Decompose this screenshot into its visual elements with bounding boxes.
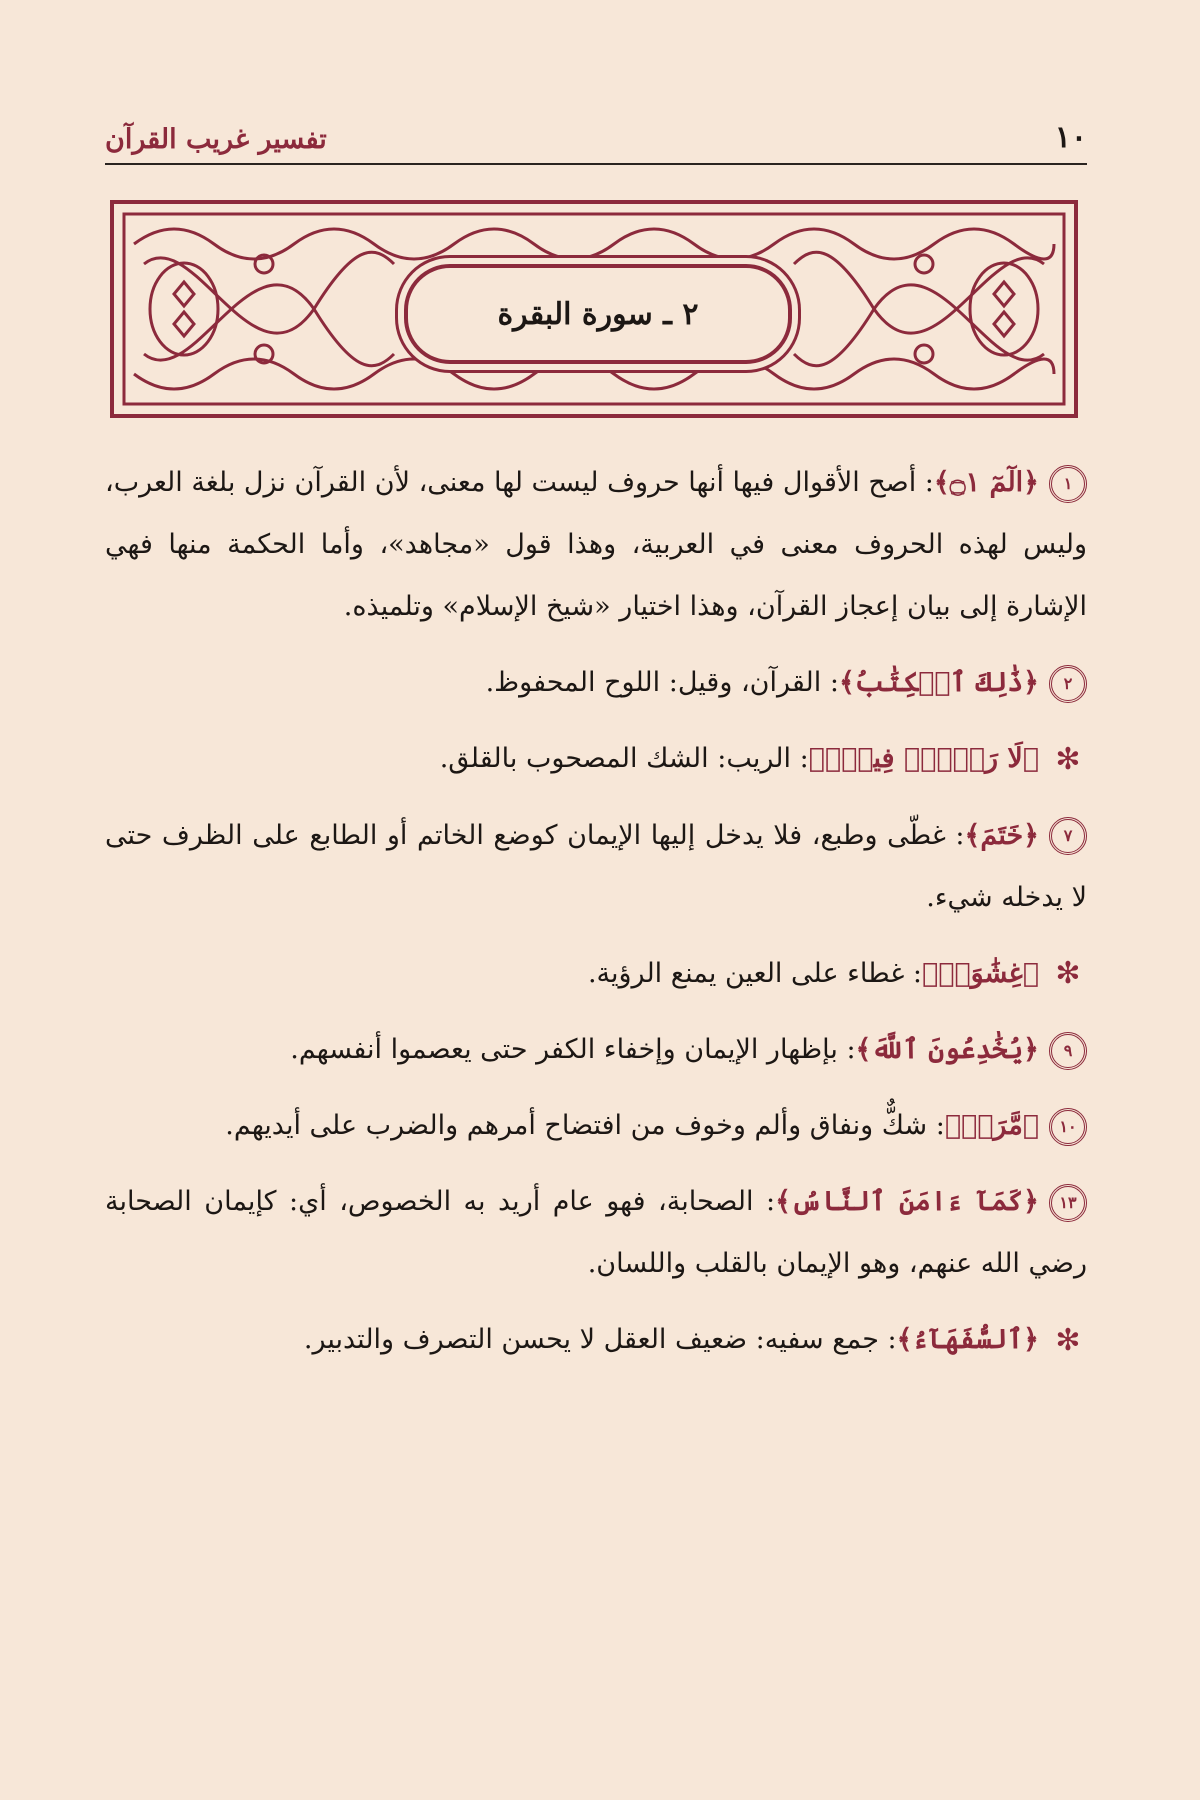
star-icon: ✻ <box>1055 956 1081 991</box>
entry-explanation: : القرآن، وقيل: اللوح المحفوظ. <box>485 667 839 698</box>
entry-explanation: : غطاء على العين يمنع الرؤية. <box>587 957 923 989</box>
tafsir-body <box>105 452 1087 1386</box>
entry: ✻﴿لَا رَيۡبَۛ فِيهِۛ﴾: الريب: الشك المصحوب بالقلق. <box>105 728 1087 791</box>
entry: ✻﴿غِشَٰوَةٞ﴾: غطاء على العين يمنع الرؤية. <box>105 943 1087 1006</box>
page-number: ١٠ <box>1054 120 1087 155</box>
quran-term: ٱلسُّفَهَآءُ <box>912 1324 1024 1355</box>
quran-term: ذَٰلِكَ ٱلۡكِتَٰبُ <box>854 667 1024 698</box>
verse-number-icon: ١ <box>1049 465 1087 503</box>
quran-term: خَتَمَ <box>980 819 1024 851</box>
entry-explanation: : غطّى وطبع، فلا يدخل إليها الإيمان كوضع الخاتم أو الطابع على الظرف حتى لا يدخله شيء. <box>105 819 1087 913</box>
entry: ✻﴿ٱلسُّفَهَآءُ﴾: جمع سفيه: ضعيف العقل لا يحسن التصرف والتدبير. <box>105 1309 1087 1372</box>
surah-cartouche <box>404 264 792 364</box>
entry-explanation: : شكٌّ ونفاق وألم وخوف من افتضاح أمرهم والضرب على أيديهم. <box>225 1110 945 1141</box>
entry-explanation: : الصحابة، فهو عام أريد به الخصوص، أي: كإيمان الصحابة رضي الله عنهم، وهو الإيمان بالقلب واللسان. <box>105 1186 1087 1279</box>
entry: ١﴿الٓمٓ ۝١﴾: أصح الأقوال فيها أنها حروف ليست لها معنى، لأن القرآن نزل بلغة العرب، وليس لهذه الحروف معنى في العربية، وهذا قول «مجاهد»، وأما الحكمة منها فهي الإشارة إلى بيان إعجاز القرآن، وهذا اختيار «شيخ الإسلام» وتلميذه. <box>105 452 1087 638</box>
quran-term: غِشَٰوَةٞ <box>938 957 1023 989</box>
entry: ٩﴿يُخَٰدِعُونَ ٱللَّهَ﴾: بإظهار الإيمان وإخفاء الكفر حتى يعصموا أنفسهم. <box>105 1019 1087 1081</box>
star-icon: ✻ <box>1055 1322 1081 1358</box>
entry: ٢﴿ذَٰلِكَ ٱلۡكِتَٰبُ﴾: القرآن، وقيل: اللوح المحفوظ. <box>105 652 1087 714</box>
entry-explanation: : الريب: الشك المصحوب بالقلق. <box>439 743 809 774</box>
surah-title: ٢ ـ سورة البقرة <box>497 296 699 332</box>
running-title: تفسير غريب القرآن <box>105 124 327 155</box>
entry-explanation: : أصح الأقوال فيها أنها حروف ليست لها معنى، لأن القرآن نزل بلغة العرب، وليس لهذه الحروف معنى في العربية، وهذا قول «مجاهد»، وأما الحكمة منها فهي الإشارة إلى بيان إعجاز القرآن، وهذا اختيار «شيخ الإسلام» وتلميذه. <box>105 467 1087 622</box>
entry: ٧﴿خَتَمَ﴾: غطّى وطبع، فلا يدخل إليها الإيمان كوضع الخاتم أو الطابع على الظرف حتى لا يدخله شيء. <box>105 805 1087 929</box>
entry: ١٣﴿كَمَآ ءَامَنَ ٱلنَّاسُ﴾: الصحابة، فهو عام أريد به الخصوص، أي: كإيمان الصحابة رضي الله عنهم، وهو الإيمان بالقلب واللسان. <box>105 1171 1087 1295</box>
verse-number-icon: ١٣ <box>1049 1184 1087 1222</box>
surah-banner <box>110 200 1078 418</box>
quran-term: مَّرَضٞ <box>961 1110 1023 1141</box>
entry: ١٠﴿مَّرَضٞ﴾: شكٌّ ونفاق وألم وخوف من افتضاح أمرهم والضرب على أيديهم. <box>105 1095 1087 1157</box>
quran-term: يُخَٰدِعُونَ ٱللَّهَ <box>871 1034 1024 1065</box>
star-icon: ✻ <box>1055 741 1081 777</box>
verse-number-icon: ٩ <box>1049 1032 1087 1070</box>
entry-explanation: : جمع سفيه: ضعيف العقل لا يحسن التصرف والتدبير. <box>303 1324 897 1355</box>
quran-term: الٓمٓ ۝١ <box>949 467 1024 498</box>
verse-number-icon: ٢ <box>1049 665 1087 703</box>
verse-number-icon: ٧ <box>1049 817 1087 855</box>
entry-explanation: : بإظهار الإيمان وإخفاء الكفر حتى يعصموا أنفسهم. <box>290 1034 856 1065</box>
quran-term: لَا رَيۡبَۛ فِيهِۛ <box>824 743 1023 774</box>
running-header <box>105 105 1087 165</box>
quran-term: كَمَآ ءَامَنَ ٱلنَّاسُ <box>790 1186 1024 1217</box>
verse-number-icon: ١٠ <box>1049 1108 1087 1146</box>
